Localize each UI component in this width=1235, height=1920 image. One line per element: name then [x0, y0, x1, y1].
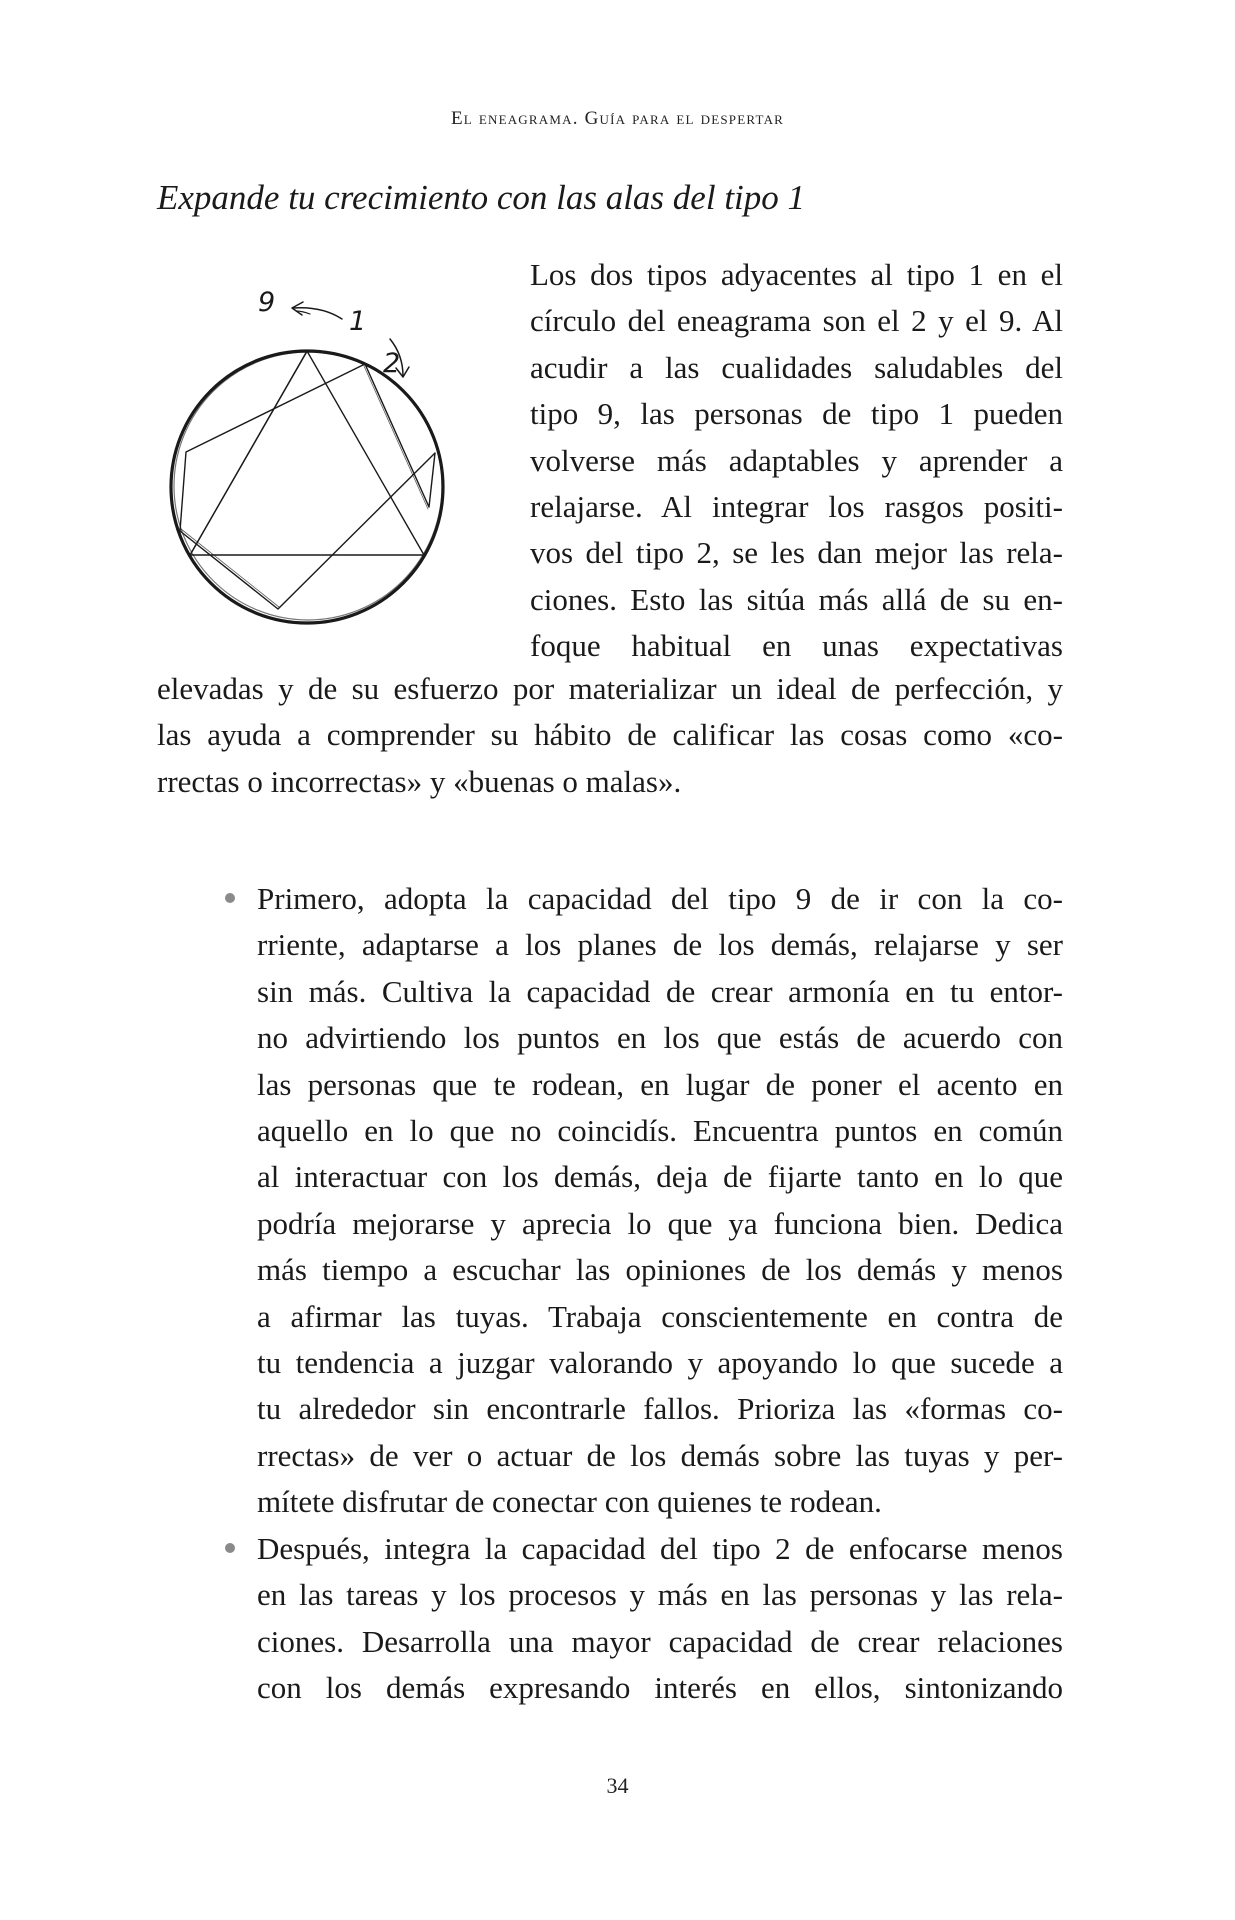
bullet-line: rrectas» de ver o actuar de los demás sobre las tuyas y per- [257, 1437, 1063, 1473]
intro-line: elevadas y de su esfuerzo por materializar un ideal de perfección, y [157, 671, 1063, 706]
bullet-line: a afirmar las tuyas. Trabaja conscientemente en contra de [257, 1298, 1063, 1334]
bullet-icon [225, 1543, 235, 1553]
page-number: 34 [606, 1773, 629, 1798]
bullet-line: aquello en lo que no coincidís. Encuentra puntos en común [257, 1113, 1063, 1149]
bullet-line: mítete disfrutar de conectar con quienes te rodean. [257, 1484, 882, 1520]
intro-line: acudir a las cualidades saludables del [530, 349, 1063, 385]
intro-line: vos del tipo 2, se les dan mejor las rela- [530, 535, 1063, 571]
bullet-line: ciones. Desarrolla una mayor capacidad de crear relaciones [257, 1623, 1063, 1659]
bullet-item-type-2 [225, 1526, 1063, 1712]
bullet-line: Primero, adopta la capacidad del tipo 9 de ir con la co- [257, 881, 1063, 916]
enneagram-triangle [190, 351, 424, 555]
bullet-list [225, 876, 1063, 1711]
bullet-line: tu alrededor sin encontrarle fallos. Prioriza las «formas co- [257, 1391, 1063, 1427]
bullet-line: más tiempo a escuchar las opiniones de los demás y menos [257, 1252, 1063, 1288]
enneagram-drawing [150, 285, 495, 630]
intro-line: las ayuda a comprender su hábito de calificar las cosas como «co- [157, 717, 1063, 753]
section-title: Expande tu crecimiento con las alas del tipo 1 [157, 178, 806, 217]
intro-line: relajarse. Al integrar los rasgos positi- [530, 489, 1063, 525]
intro-paragraph-wrapped [530, 252, 1063, 670]
bullet-line: rriente, adaptarse a los planes de los demás, relajarse y ser [257, 927, 1063, 963]
bullet-line: Después, integra la capacidad del tipo 2 de enfocarse menos [257, 1530, 1063, 1566]
running-head: El eneagrama. Guía para el despertar [450, 108, 785, 129]
intro-line: círculo del eneagrama son el 2 y el 9. Al [530, 303, 1063, 339]
enneagram-hexad [180, 364, 435, 609]
intro-line: rrectas o incorrectas» y «buenas o malas». [157, 763, 682, 799]
intro-line: foque habitual en unas expectativas [530, 628, 1063, 664]
bullet-line: en las tareas y los procesos y más en las personas y las rela- [257, 1577, 1063, 1613]
bullet-line: no advirtiendo los puntos en los que estás de acuerdo con [257, 1020, 1063, 1056]
intro-paragraph-full [157, 666, 1063, 805]
bullet-line: con los demás expresando interés en ellos, sintonizando [257, 1669, 1063, 1705]
enneagram-diagram [150, 285, 495, 630]
enneagram-label-1: 1 [349, 306, 367, 337]
enneagram-label-2: 2 [383, 348, 401, 379]
bullet-item-type-9 [225, 876, 1063, 1526]
bullet-line: al interactuar con los demás, deja de fijarte tanto en lo que [257, 1159, 1063, 1195]
enneagram-label-9: 9 [258, 287, 276, 318]
bullet-line: podría mejorarse y aprecia lo que ya funciona bien. Dedica [257, 1205, 1063, 1241]
bullet-icon [225, 893, 235, 903]
intro-line: tipo 9, las personas de tipo 1 pueden [530, 396, 1063, 432]
bullet-line: tu tendencia a juzgar valorando y apoyando lo que sucede a [257, 1345, 1063, 1381]
intro-line: volverse más adaptables y aprender a [530, 442, 1063, 478]
intro-line: Los dos tipos adyacentes al tipo 1 en el [530, 257, 1063, 292]
bullet-line: sin más. Cultiva la capacidad de crear armonía en tu entor- [257, 973, 1063, 1009]
intro-line: ciones. Esto las sitúa más allá de su en- [530, 581, 1063, 617]
bullet-line: las personas que te rodean, en lugar de poner el acento en [257, 1066, 1063, 1102]
